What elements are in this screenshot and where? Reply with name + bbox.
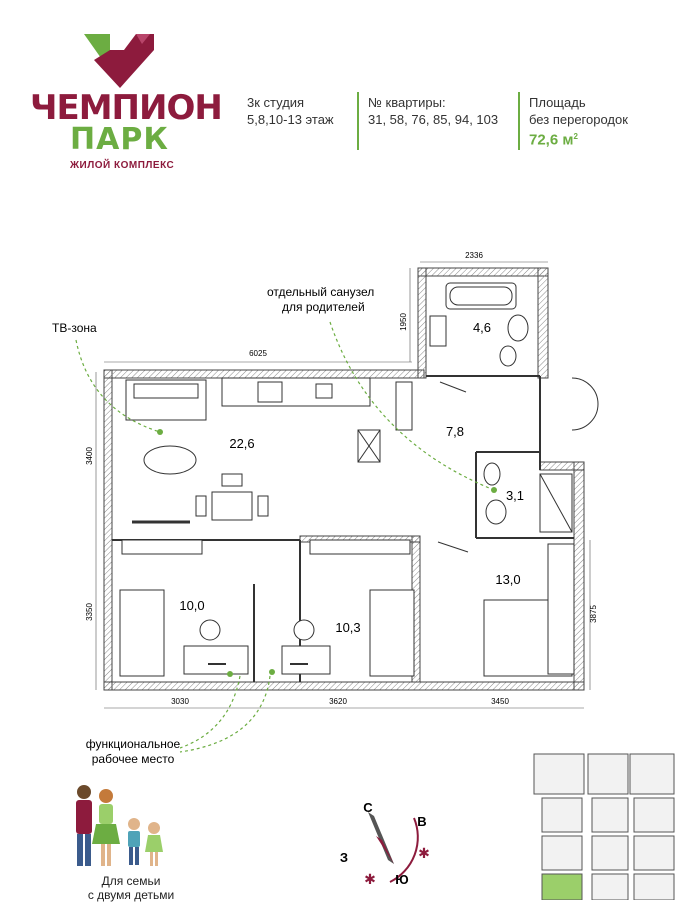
dim-right-bedroom: 3875 bbox=[589, 605, 598, 623]
dim-top-bath: 2336 bbox=[465, 251, 483, 260]
compass-east: В bbox=[417, 814, 427, 829]
dim-bottom-middle: 3620 bbox=[329, 697, 347, 706]
compass-west: З bbox=[339, 850, 349, 865]
family-caption: Для семьи с двумя детьми bbox=[87, 874, 175, 902]
compass-icon bbox=[330, 790, 440, 898]
dim-top-main: 6025 bbox=[249, 349, 267, 358]
svg-text:✱: ✱ bbox=[364, 871, 376, 887]
dim-bottom-left: 3030 bbox=[171, 697, 189, 706]
building-minimap-icon bbox=[530, 750, 679, 900]
callout-workspace-line2: рабочее место bbox=[91, 752, 175, 766]
dim-left-living: 3400 bbox=[85, 447, 94, 465]
compass-south: Ю bbox=[395, 872, 409, 887]
area-value: 72,6 м bbox=[529, 131, 574, 149]
callout-bathroom-line1: отдельный санузел bbox=[267, 285, 375, 299]
dim-bottom-right: 3450 bbox=[491, 697, 509, 706]
apartment-area: Площадь без перегородок 72,6 $м^2$ bbox=[529, 95, 628, 149]
dim-left-rooms: 3350 bbox=[85, 603, 94, 621]
room-hall-area: 7,8 bbox=[445, 424, 465, 439]
apartment-type: 3к студия 5,8,10-13 этаж bbox=[247, 95, 334, 127]
brand-tagline: ЖИЛОЙ КОМПЛЕКС bbox=[70, 160, 175, 171]
callout-tv-zone: ТВ-зона bbox=[52, 321, 97, 335]
apartment-numbers: № квартиры: 31, 58, 76, 85, 94, 103 bbox=[368, 95, 499, 127]
room-middle-area: 10,3 bbox=[335, 620, 361, 635]
callout-workspace-line1: функциональное bbox=[85, 737, 181, 751]
room-bath-parents-area: 4,6 bbox=[472, 320, 492, 335]
callout-bathroom-line2: для родителей bbox=[282, 300, 365, 314]
svg-text:✱: ✱ bbox=[418, 845, 430, 861]
brand-name-line1: ЧЕМПИОН bbox=[30, 88, 222, 128]
room-wc-area: 3,1 bbox=[505, 488, 525, 503]
brand-name-line2: ПАРК bbox=[70, 122, 169, 157]
compass-north: С bbox=[363, 800, 373, 815]
dim-bath-height: 1950 bbox=[399, 313, 408, 331]
room-left-area: 10,0 bbox=[179, 598, 205, 613]
room-living-area: 22,6 bbox=[229, 436, 255, 451]
room-master-bedroom-area: 13,0 bbox=[495, 572, 521, 587]
family-icon bbox=[66, 782, 176, 872]
